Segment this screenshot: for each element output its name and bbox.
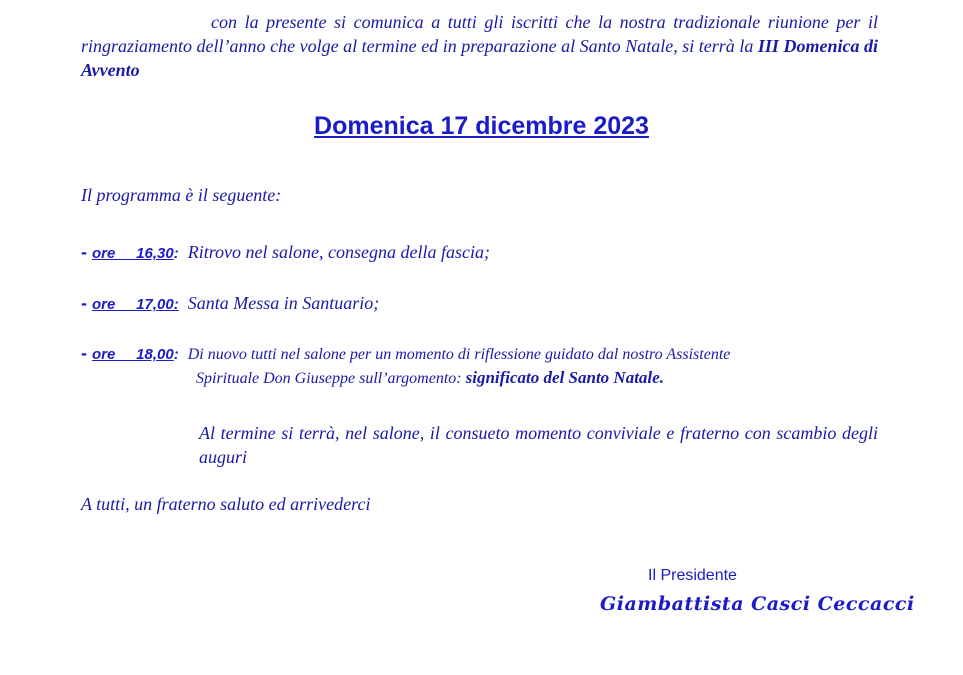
schedule-item-2 [81,293,379,314]
continuation-text: Spirituale Don Giuseppe sull’argomento: [196,370,466,387]
schedule-time: ore 16,30 [92,245,174,262]
schedule-item-3 [81,343,730,364]
schedule-dash: - [81,242,92,262]
intro-paragraph [81,10,878,82]
closing-paragraph: Al termine si terrà, nel salone, il consueto momento conviviale e fraterno con scambio degli auguri [199,423,878,467]
schedule-item-1 [81,242,490,263]
greeting-line: A tutti, un fraterno saluto ed arrivederci [81,494,371,514]
schedule-desc: Di nuovo tutti nel salone per un momento di riflessione guidato dal nostro Assistente [187,346,731,363]
signature-title: Il Presidente [648,567,737,584]
schedule-colon: : [173,245,179,262]
date-heading: Domenica 17 dicembre 2023 [314,112,649,140]
signature-name: Giambattista Casci Ceccacci [600,593,915,615]
schedule-item-3-continuation [196,368,664,388]
schedule-dash: - [81,343,92,363]
schedule-desc: Santa Messa in Santuario; [187,293,380,313]
intro-highlight: III Domenica di Avvento [81,36,878,80]
schedule-dash: - [81,293,92,313]
schedule-desc: Ritrovo nel salone, consegna della fascia; [187,242,490,262]
schedule-time: ore 17,00: [92,296,179,313]
schedule-colon: : [173,346,179,363]
program-intro: Il programma è il seguente: [81,185,282,205]
continuation-highlight: significato del Santo Natale. [465,368,664,387]
schedule-time: ore 18,00 [92,346,174,363]
intro-text: con la presente si comunica a tutti gli iscritti che la nostra tradizionale riunione per il ringraziamento dell’anno che volge al termine ed in preparazione al Santo Natale, si terrà la [81,12,878,56]
